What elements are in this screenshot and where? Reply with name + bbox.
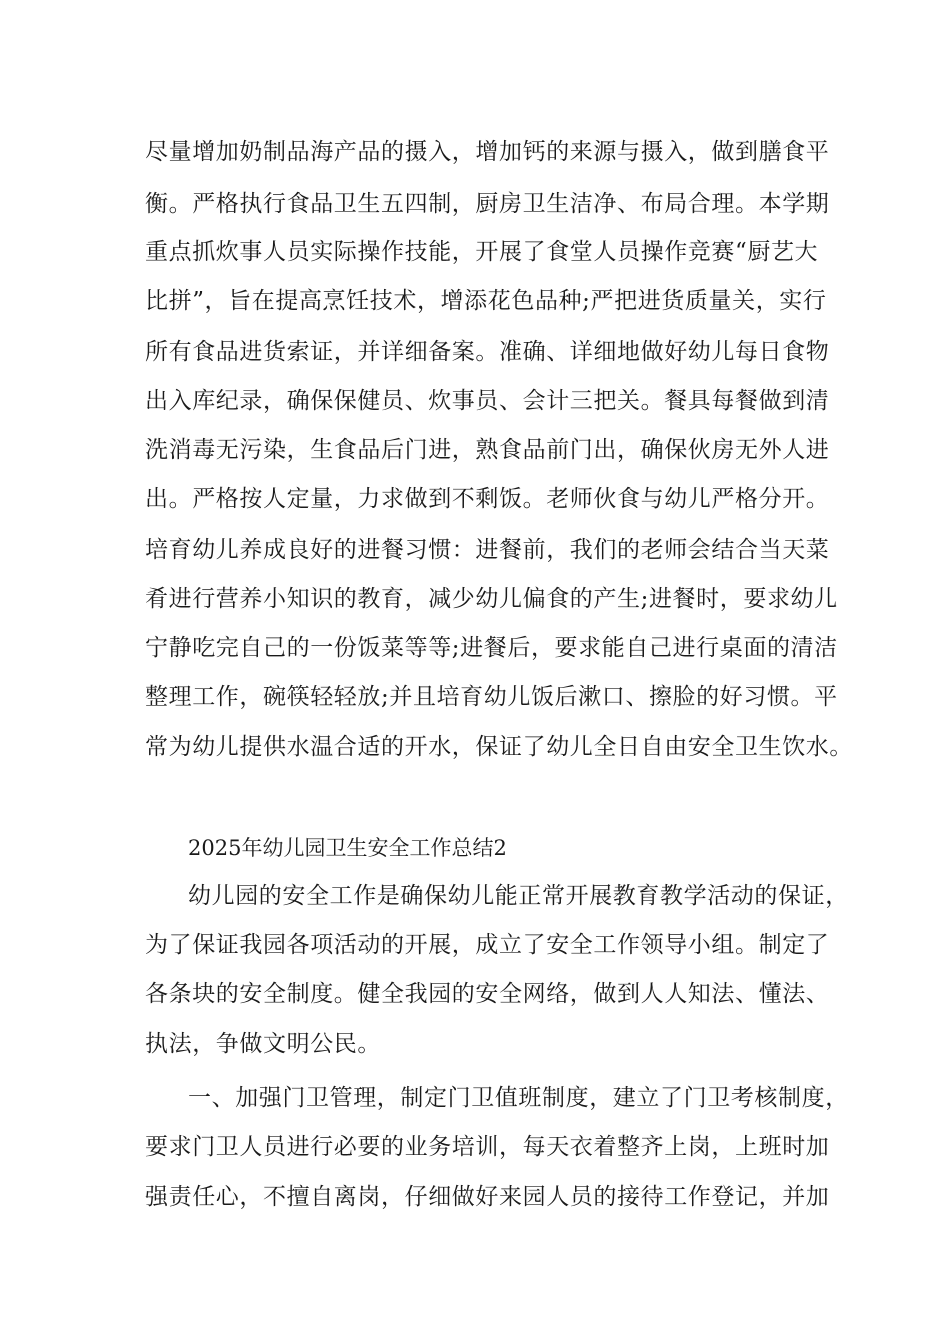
body-text-line: 培育幼儿养成良好的进餐习惯：进餐前，我们的老师会结合当天菜 [145, 537, 830, 563]
body-text-line: 强责任心，不擅自离岗，仔细做好来园人员的接待工作登记，并加 [145, 1184, 830, 1210]
body-text-line: 洗消毒无污染，生食品后门进，熟食品前门出，确保伙房无外人进 [145, 437, 830, 463]
body-text-line: 为了保证我园各项活动的开展，成立了安全工作领导小组。制定了 [145, 932, 830, 958]
body-text-line: 比拼”，旨在提高烹饪技术，增添花色品种;严把进货质量关，实行 [145, 288, 827, 314]
body-text-line: 所有食品进货索证，并详细备案。准确、详细地做好幼儿每日食物 [145, 339, 830, 365]
body-text-line: 出入库纪录，确保保健员、炊事员、会计三把关。餐具每餐做到清 [145, 388, 830, 414]
body-text-line: 重点抓炊事人员实际操作技能，开展了食堂人员操作竞赛“厨艺大 [145, 239, 819, 265]
body-text-line: 整理工作，碗筷轻轻放;并且培育幼儿饭后漱口、擦脸的好习惯。平 [145, 684, 838, 710]
body-text-line: 常为幼儿提供水温合适的开水，保证了幼儿全日自由安全卫生饮水。 [145, 734, 853, 760]
body-text-line: 出。严格按人定量，力求做到不剩饭。老师伙食与幼儿严格分开。 [145, 486, 830, 512]
body-text-line: 尽量增加奶制品海产品的摄入，增加钙的来源与摄入，做到膳食平 [145, 139, 830, 165]
body-text-line: 宁静吃完自己的一份饭菜等等;进餐后，要求能自己进行桌面的清洁 [145, 635, 838, 661]
body-text-line: 要求门卫人员进行必要的业务培训，每天衣着整齐上岗，上班时加 [145, 1134, 830, 1160]
section-heading: 2025年幼儿园卫生安全工作总结2 [188, 836, 507, 860]
body-text-line: 肴进行营养小知识的教育，减少幼儿偏食的产生;进餐时，要求幼儿 [145, 586, 838, 612]
body-text-line: 一、加强门卫管理，制定门卫值班制度，建立了门卫考核制度， [188, 1085, 849, 1111]
body-text-line: 各条块的安全制度。健全我园的安全网络，做到人人知法、懂法、 [145, 981, 830, 1007]
body-text-line: 执法，争做文明公民。 [145, 1031, 381, 1057]
body-text-line: 幼儿园的安全工作是确保幼儿能正常开展教育教学活动的保证， [188, 883, 849, 909]
body-text-line: 衡。严格执行食品卫生五四制，厨房卫生洁净、布局合理。本学期 [145, 191, 830, 217]
